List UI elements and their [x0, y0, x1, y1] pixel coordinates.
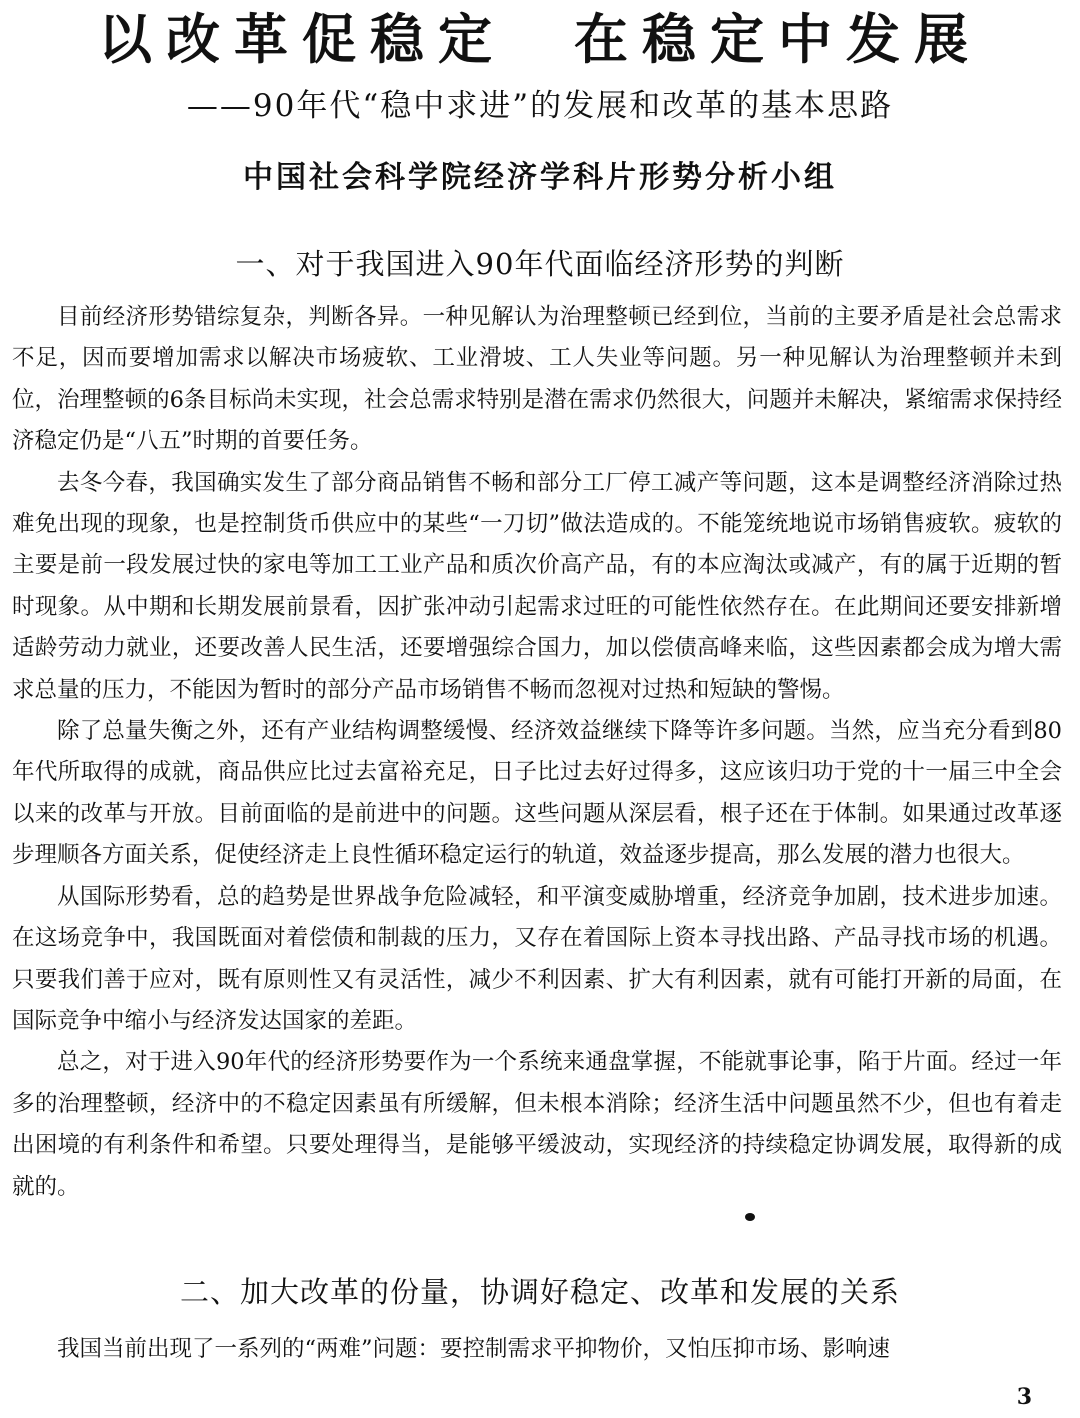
paragraph: 总之，对于进入90年代的经济形势要作为一个系统来通盘掌握，不能就事论事，陷于片面。经过一年多的治理整顿，经济中的不稳定因素虽有所缓解，但未根本消除；经济生活中问题虽然不少，但也有着走出困境的有利条件和希望。只要处理得当，是能够平缓波动，实现经济的持续稳定协调发展，取得新的成就的。 [12, 1049, 1062, 1200]
section-body-1 [12, 297, 1062, 1208]
paragraph: 去冬今春，我国确实发生了部分商品销售不畅和部分工厂停工减产等问题，这本是调整经济消除过热难免出现的现象，也是控制货币供应中的某些“一刀切”做法造成的。不能笼统地说市场销售疲软。疲软的主要是前一段发展过快的家电等加工工业产品和质次价高产品，有的本应淘汰或减产，有的属于近期的暂时现象。从中期和长期发展前景看，因扩张冲动引起需求过旺的可能性依然存在。在此期间还要安排新增适龄劳动力就业，还要改善人民生活，还要增强综合国力，加以偿债高峰来临，这些因素都会成为增大需求总量的压力，不能因为暂时的部分产品市场销售不畅而忽视对过热和短缺的警惕。 [12, 469, 1062, 703]
section-heading-2: 二、加大改革的份量，协调好稳定、改革和发展的关系 [179, 1275, 900, 1309]
paragraph: 从国际形势看，总的趋势是世界战争危险减轻，和平演变威胁增重，经济竞争加剧，技术进步加速。在这场竞争中，我国既面对着偿债和制裁的压力，又存在着国际上资本寻找出路、产品寻找市场的机遇。只要我们善于应对，既有原则性又有灵活性，减少不利因素、扩大有利因素，就有可能打开新的局面，在国际竞争中缩小与经济发达国家的差距。 [12, 883, 1062, 1034]
paragraph: 目前经济形势错综复杂，判断各异。一种见解认为治理整顿已经到位，当前的主要矛盾是社会总需求不足，因而要增加需求以解决市场疲软、工业滑坡、工人失业等问题。另一种见解认为治理整顿并未到位，治理整顿的6条目标尚未实现，社会总需求特别是潜在需求仍然很大，问题并未解决，紧缩需求保持经济稳定仍是“八五”时期的首要任务。 [12, 304, 1062, 455]
section-heading-1: 一、对于我国进入90年代面临经济形势的判断 [235, 247, 845, 281]
article-title: 以改革促稳定 在稳定中发展 [98, 7, 982, 71]
print-speck [745, 1213, 755, 1221]
page-number: 3 [1016, 1384, 1032, 1410]
author-line: 中国社会科学院经济学科片形势分析小组 [243, 160, 837, 195]
paragraph: 除了总量失衡之外，还有产业结构调整缓慢、经济效益继续下降等许多问题。当然，应当充分看到80年代所取得的成就，商品供应比过去富裕充足，日子比过去好过得多，这应该归功于党的十一届三中全会以来的改革与开放。目前面临的是前进中的问题。这些问题从深层看，根子还在于体制。如果通过改革逐步理顺各方面关系，促使经济走上良性循环稳定运行的轨道，效益逐步提高，那么发展的潜力也很大。 [12, 718, 1062, 869]
section-body-2 [12, 1329, 1062, 1370]
article-subtitle: ——90年代“稳中求进”的发展和改革的基本思路 [186, 88, 894, 124]
paragraph: 我国当前出现了一系列的“两难”问题：要控制需求平抑物价，又怕压抑市场、影响速 [57, 1336, 891, 1362]
